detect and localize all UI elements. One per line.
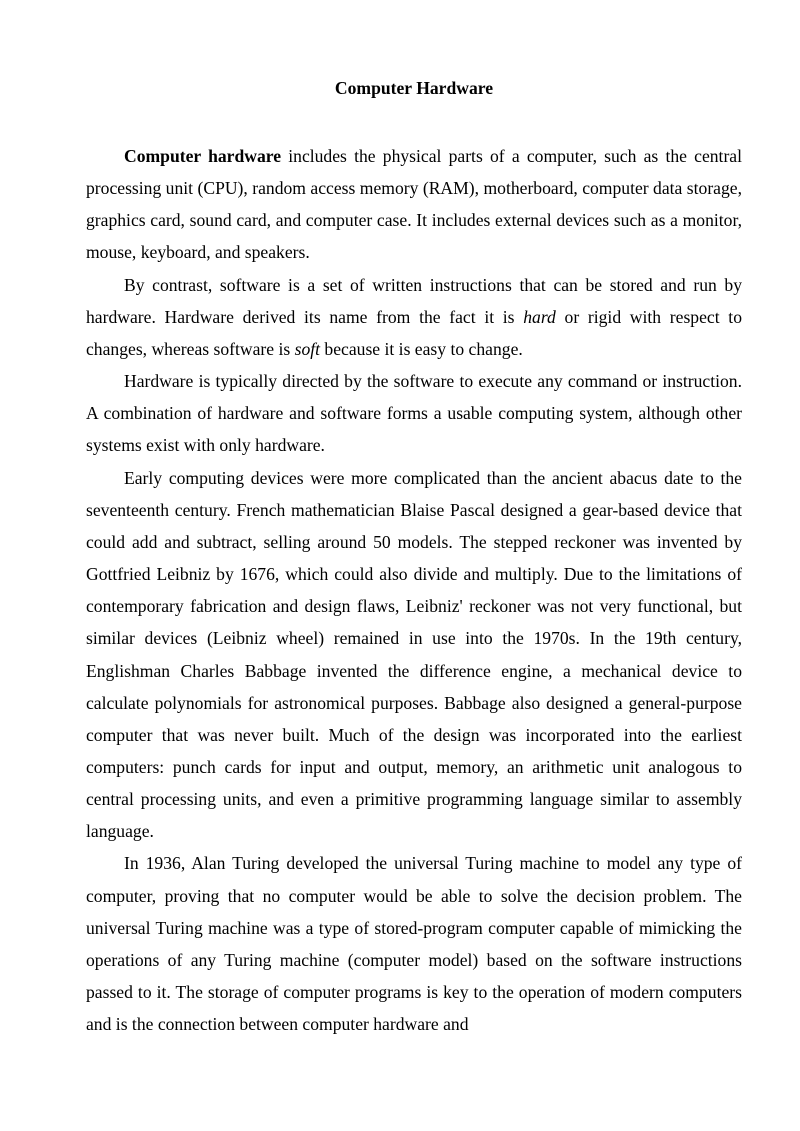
document-body xyxy=(86,140,742,1040)
italic-word-soft: soft xyxy=(294,338,321,359)
paragraph-5: In 1936, Alan Turing developed the universal Turing machine to model any type of computer, proving that no computer would be able to solve the decision problem. The universal Turing machine was a type of stored-program computer capable of mimicking the operations of any Turing machine (computer model) based on the software instructions passed to it. The storage of computer programs is key to the operation of modern computers and is the connection between computer hardware and xyxy=(86,853,742,1035)
italic-word-hard: hard xyxy=(523,306,556,327)
paragraph-2 xyxy=(86,269,742,365)
paragraph-4: Early computing devices were more complicated than the ancient abacus date to the seventeenth century. French mathematician Blaise Pascal designed a gear-based device that could add and subtract, selling around 50 models. The stepped reckoner was invented by Gottfried Leibniz by 1676, which could also divide and multiply. Due to the limitations of contemporary fabrication and design flaws, Leibniz' reckoner was not very functional, but similar devices (Leibniz wheel) remained in use into the 1970s. In the 19th century, Englishman Charles Babbage invented the difference engine, a mechanical device to calculate polynomials for astronomical purposes. Babbage also designed a general-purpose computer that was never built. Much of the design was incorporated into the earliest computers: punch cards for input and output, memory, an arithmetic unit analogous to central processing units, and even a primitive programming language similar to assembly language. xyxy=(86,467,742,842)
paragraph-2-text-3: because it is easy to change. xyxy=(320,338,523,359)
paragraph-1-text: includes the physical parts of a computer, such as the central processing unit (CPU), random access memory (RAM), motherboard, computer data storage, graphics card, sound card, and computer case. It includes external devices such as a monitor, mouse, keyboard, and speakers. xyxy=(86,146,742,263)
paragraph-3: Hardware is typically directed by the software to execute any command or instruction. A combination of hardware and software forms a usable computing system, although other systems exist with only hardware. xyxy=(86,371,742,456)
bold-term: Computer hardware xyxy=(124,146,282,166)
page-title: Computer Hardware xyxy=(334,78,494,98)
paragraph-1 xyxy=(86,140,742,269)
paragraph-2-text-2: or rigid with respect to changes, whereas software is xyxy=(86,306,742,359)
paragraph-2-text-1: By contrast, software is a set of written instructions that can be stored and run by hardware. Hardware derived its name from the fact it is xyxy=(86,274,742,327)
